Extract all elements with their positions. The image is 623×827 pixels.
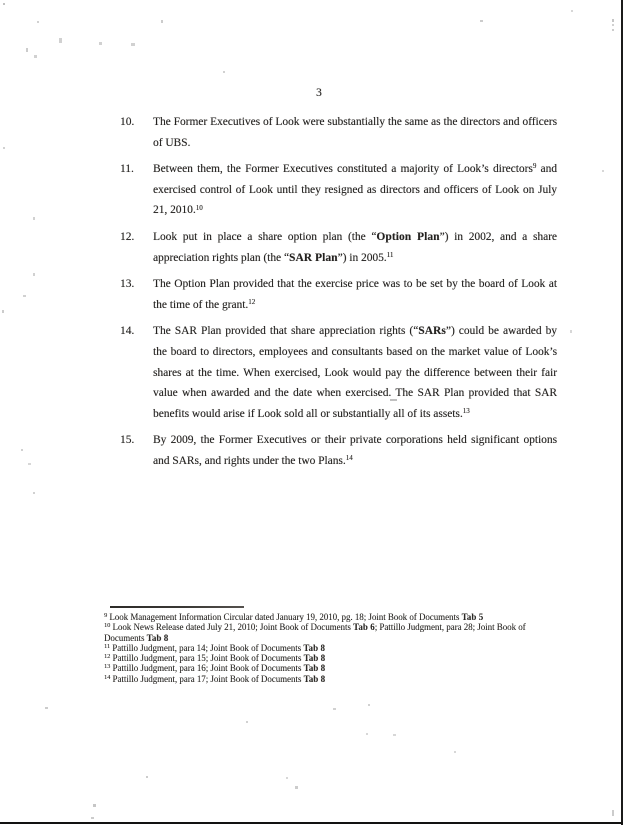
- paragraph-text: [153, 227, 557, 268]
- paragraph-number: 15.: [120, 434, 135, 447]
- scan-speck: [33, 273, 35, 276]
- scan-speck: [21, 449, 23, 451]
- scan-speck: [480, 20, 483, 22]
- footnote-reference: 10: [195, 203, 203, 212]
- paragraph-item: [120, 112, 557, 153]
- text-segment: Look put in place a share option plan (the “: [153, 230, 377, 243]
- text-segment: ”) could be awarded by the board to directors, employees and consultants based on the market value of Look’s shares at the time. When exercised, Look would pay the difference between their fair value when awarded and the date when exercised. The SAR Plan provided that SAR benefits would arise if Look sold all or substantially all of its assets.: [153, 325, 557, 420]
- scan-speck: [368, 704, 370, 706]
- scan-speck: [333, 708, 336, 710]
- footnote-item: [104, 622, 536, 643]
- text-segment: Between them, the Former Executives constituted a majority of Look’s directors: [153, 163, 533, 176]
- scan-speck: [570, 330, 572, 333]
- footnote-reference: 9: [104, 611, 108, 619]
- footnote-reference: 9: [532, 162, 537, 171]
- bold-text-segment: Tab 5: [461, 612, 484, 622]
- text-segment: ”) in 2002, and a share appreciation rights plan (the “: [153, 230, 557, 264]
- text-segment: ”) in 2005.: [337, 251, 387, 264]
- text-segment: and exercised control of Look until they resigned as directors and officers of Look on July 21, 2010.: [153, 163, 557, 217]
- scan-speck: [59, 38, 62, 43]
- paragraph-number: 12.: [120, 230, 135, 243]
- scan-speck: [91, 817, 94, 819]
- scan-speck: [37, 21, 39, 23]
- paragraph-number: 10.: [120, 116, 135, 128]
- footnote-reference: 14: [345, 454, 353, 463]
- scan-speck: [246, 721, 248, 723]
- footnote-reference: 12: [104, 653, 111, 661]
- scan-speck: [602, 170, 604, 172]
- footnote-item: [104, 643, 536, 653]
- paragraph-number: 13.: [120, 278, 135, 291]
- text-segment: The SAR Plan provided that share appreciation rights (“: [153, 325, 419, 338]
- scan-speck: [454, 751, 456, 753]
- scan-speck: [571, 10, 573, 12]
- scan-speck: [131, 43, 135, 46]
- scan-speck: [286, 777, 288, 779]
- paragraph-item: [120, 321, 557, 424]
- bold-text-segment: Tab 8: [303, 642, 325, 653]
- scan-speck: [33, 217, 35, 220]
- scan-speck: [393, 734, 396, 736]
- page-number: 3: [316, 87, 322, 99]
- paragraph-text: [153, 430, 557, 471]
- bold-text-segment: Tab 8: [303, 673, 326, 684]
- scan-speck: [612, 24, 614, 26]
- footnotes-block: [104, 612, 536, 684]
- footnote-item: [104, 663, 536, 673]
- paragraph-item: [120, 159, 557, 221]
- text-segment: Pattillo Judgment, para 14; Joint Book of Documents: [110, 642, 304, 653]
- text-segment: ; Pattillo Judgment, para 28; Joint Book of Documents: [104, 622, 526, 643]
- scan-speck: [3, 147, 5, 149]
- scan-speck: [2, 310, 4, 313]
- bold-text-segment: Tab 6: [353, 622, 375, 633]
- footnote-reference: 11: [104, 642, 111, 650]
- footnote-reference: 11: [386, 250, 394, 259]
- scan-speck: [99, 42, 102, 45]
- footnote-reference: 14: [104, 673, 111, 681]
- bold-text-segment: Tab 8: [303, 663, 326, 674]
- scan-speck: [33, 492, 35, 494]
- scan-speck: [366, 733, 368, 735]
- scan-speck: [146, 776, 148, 778]
- scan-speck: [45, 707, 48, 709]
- paragraph-item: [120, 430, 557, 471]
- text-segment: Pattillo Judgment, para 17; Joint Book of Documents: [110, 673, 304, 684]
- scan-speck: [612, 29, 614, 31]
- footnote-reference: 13: [462, 406, 470, 415]
- scan-speck: [93, 804, 96, 807]
- footnote-reference: 13: [104, 663, 111, 671]
- paragraph-number: 11.: [120, 163, 134, 176]
- footnote-item: [104, 612, 536, 622]
- paragraph-number: 14.: [120, 325, 135, 338]
- scan-speck: [161, 20, 163, 23]
- text-segment: The Former Executives of Look were substantially the same as the directors and officers of UBS.: [153, 116, 557, 149]
- text-segment: Pattillo Judgment, para 16; Joint Book of Documents: [110, 663, 304, 674]
- text-segment: Look News Release dated July 21, 2010; Joint Book of Documents: [110, 622, 354, 633]
- bold-text-segment: SARs: [418, 325, 446, 338]
- paragraph-text: [153, 112, 557, 153]
- footnote-separator-rule: [110, 606, 244, 608]
- scan-speck: [390, 399, 397, 401]
- scan-speck: [23, 295, 26, 297]
- footnote-reference: 12: [248, 297, 256, 306]
- text-segment: Pattillo Judgment, para 15; Joint Book of Documents: [110, 653, 304, 664]
- scan-speck: [26, 48, 28, 52]
- body-paragraphs: [120, 112, 557, 478]
- text-segment: By 2009, the Former Executives or their private corporations held significant options and SARs, and rights under the two Plans.: [153, 434, 557, 467]
- bold-text-segment: Option Plan: [376, 230, 440, 243]
- scan-speck: [3, 3, 5, 5]
- paragraph-item: [120, 274, 557, 315]
- footnote-item: [104, 674, 536, 684]
- footnote-item: [104, 653, 536, 663]
- scan-speck: [295, 786, 298, 789]
- paragraph-item: [120, 227, 557, 268]
- paragraph-text: [153, 159, 557, 221]
- text-segment: The Option Plan provided that the exercise price was to be set by the board of Look at the time of the grant.: [153, 278, 557, 311]
- scan-speck: [612, 810, 614, 816]
- scan-speck: [34, 55, 37, 58]
- bold-text-segment: SAR Plan: [289, 251, 338, 264]
- bold-text-segment: Tab 8: [146, 632, 169, 643]
- paragraph-text: [153, 321, 557, 424]
- scan-edge-bottom: [0, 822, 623, 824]
- bold-text-segment: Tab 8: [303, 653, 326, 664]
- scan-speck: [28, 463, 31, 465]
- paragraph-text: [153, 274, 557, 315]
- scan-speck: [612, 19, 614, 22]
- footnote-reference: 10: [104, 622, 111, 630]
- text-segment: Look Management Information Circular dated January 19, 2010, pg. 18; Joint Book of Documents: [107, 612, 462, 622]
- scan-speck: [223, 71, 225, 73]
